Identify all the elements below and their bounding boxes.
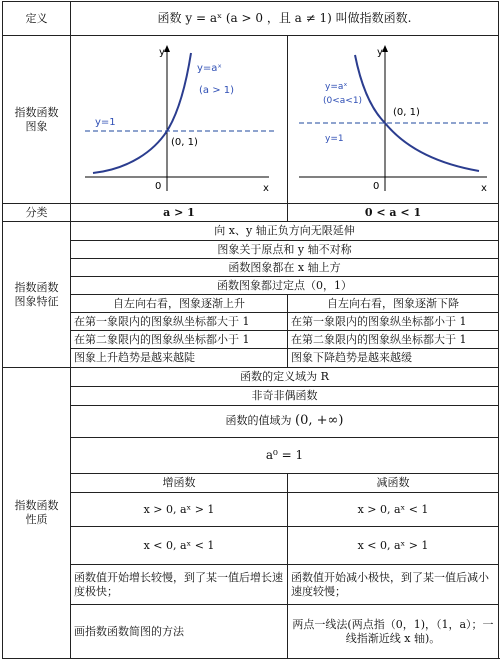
features-label-line1: 指数函数 <box>14 280 59 294</box>
feature-shared-row <box>3 259 499 277</box>
feature-right-4: 图象下降趋势是越来越缓 <box>288 349 499 368</box>
y-equals-1-label: y=1 <box>95 116 116 128</box>
feature-pair-row <box>3 295 499 313</box>
curve-label: y=aˣ <box>197 62 222 74</box>
fixed-point-label: (0, 1) <box>171 136 198 148</box>
definition-text: 函数 y = aˣ (a > 0 ，且 a ≠ 1) 叫做指数函数. <box>71 2 499 36</box>
feature-shared-4: 函数图象都过定点（0，1） <box>71 277 499 295</box>
property-right-negative: x < 0, aˣ > 1 <box>288 527 499 565</box>
property-left-positive: x > 0, aˣ > 1 <box>71 493 288 527</box>
property-negative-x-row <box>3 527 499 565</box>
increasing-exponential-curve <box>93 53 191 173</box>
property-positive-x-row <box>3 493 499 527</box>
feature-left-4: 图象上升趋势是越来越陡 <box>71 349 288 368</box>
property-right-positive: x > 0, aˣ < 1 <box>288 493 499 527</box>
axis-x-label: x <box>263 182 269 194</box>
exponential-function-table <box>2 1 499 659</box>
condition-label: (a > 1) <box>199 84 235 96</box>
feature-left-1: 自左向右看，图象逐渐上升 <box>71 295 288 313</box>
feature-pair-row <box>3 349 499 368</box>
axis-y-label: y <box>377 46 383 58</box>
property-decreasing-title: 减函数 <box>288 474 499 493</box>
graph-increasing <box>79 41 279 199</box>
classification-row <box>3 204 499 222</box>
graph-label-line1: 指数函数 <box>14 105 59 119</box>
y-equals-1-label: y=1 <box>325 133 344 144</box>
property-domain-row <box>3 368 499 387</box>
feature-left-3: 在第二象限内的图象纵坐标都小于 1 <box>71 331 288 349</box>
feature-right-2: 在第一象限内的图象纵坐标都小于 1 <box>288 313 499 331</box>
graph-increasing-cell <box>71 36 288 204</box>
class-decreasing: 0 < a < 1 <box>288 204 499 222</box>
origin-label: 0 <box>373 180 380 192</box>
feature-right-1: 自左向右看，图象逐渐下降 <box>288 295 499 313</box>
features-label <box>3 222 71 368</box>
axis-x-label: x <box>481 182 487 194</box>
axis-y-label: y <box>159 46 165 58</box>
property-zero-power-row <box>3 438 499 474</box>
property-left-negative: x < 0, aˣ < 1 <box>71 527 288 565</box>
method-row <box>3 605 499 659</box>
properties-label <box>3 368 71 659</box>
feature-left-2: 在第一象限内的图象纵坐标都大于 1 <box>71 313 288 331</box>
property-right-growth: 函数值开始减小极快，到了某一值后减小速度较慢； <box>288 565 499 605</box>
definition-row <box>3 2 499 36</box>
feature-shared-row <box>3 277 499 295</box>
feature-shared-1: 向 x、y 轴正负方向无限延伸 <box>71 222 499 241</box>
property-zero-power: a⁰ = 1 <box>71 438 499 474</box>
definition-label: 定义 <box>3 2 71 36</box>
feature-shared-row <box>3 241 499 259</box>
property-monotonic-row <box>3 474 499 493</box>
graph-decreasing <box>293 41 493 199</box>
feature-pair-row <box>3 313 499 331</box>
graph-section-label <box>3 36 71 204</box>
property-domain: 函数的定义域为 R <box>71 368 499 387</box>
feature-pair-row <box>3 331 499 349</box>
property-growth-row <box>3 565 499 605</box>
feature-shared-2: 图象关于原点和 y 轴不对称 <box>71 241 499 259</box>
range-prefix: 函数的值域为 <box>225 414 292 428</box>
graph-decreasing-cell <box>288 36 499 204</box>
feature-shared-row <box>3 222 499 241</box>
property-left-growth: 函数值开始增长较慢，到了某一值后增长速度极快； <box>71 565 288 605</box>
property-increasing-title: 增函数 <box>71 474 288 493</box>
properties-label-line1: 指数函数 <box>14 499 59 513</box>
class-increasing: a > 1 <box>71 204 288 222</box>
curve-label: y=aˣ <box>325 81 348 92</box>
feature-right-3: 在第二象限内的图象纵坐标都大于 1 <box>288 331 499 349</box>
graph-label-line2: 图象 <box>25 119 48 133</box>
graph-row <box>3 36 499 204</box>
feature-shared-3: 函数图象都在 x 轴上方 <box>71 259 499 277</box>
property-parity: 非奇非偶函数 <box>71 387 499 406</box>
origin-label: 0 <box>155 180 162 192</box>
property-parity-row <box>3 387 499 406</box>
properties-label-line2: 性质 <box>25 513 48 526</box>
range-value: (0, +∞) <box>295 413 344 429</box>
classification-label: 分类 <box>3 204 71 222</box>
property-range-row <box>3 406 499 438</box>
method-text: 两点一线法(两点指（0，1)，（1，a）；一线指渐近线 x 轴)。 <box>288 605 499 659</box>
method-label: 画指数函数简图的方法 <box>71 605 288 659</box>
condition-label: (0<a<1) <box>323 95 363 106</box>
fixed-point-label: (0, 1) <box>393 106 420 118</box>
property-range <box>71 406 499 438</box>
features-label-line2: 图象特征 <box>14 294 59 308</box>
